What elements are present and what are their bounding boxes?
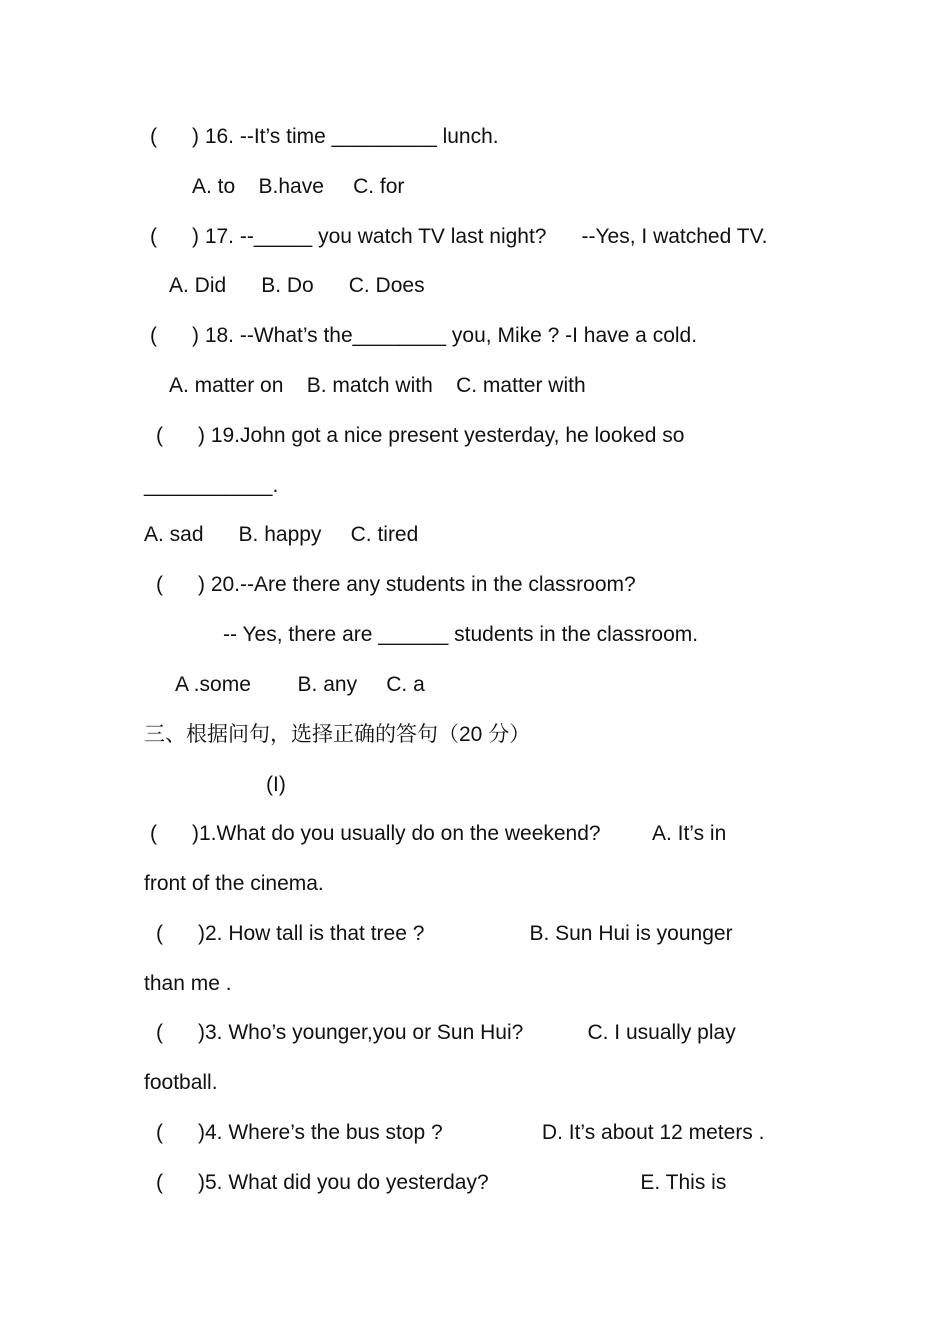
question-19-blank: ___________. xyxy=(144,474,279,497)
question-19: ( ) 19.John got a nice present yesterday, he looked so xyxy=(156,424,685,447)
part-one-label: (I) xyxy=(266,773,286,796)
match-question-4: ( )4. Where’s the bus stop ? D. It’s about 12 meters . xyxy=(156,1121,765,1144)
match-question-2-cont: than me . xyxy=(144,972,232,995)
options-20: A .some B. any C. a xyxy=(175,673,425,696)
match-question-2: ( )2. How tall is that tree ? B. Sun Hui is younger xyxy=(156,922,733,945)
question-17: ( ) 17. --_____ you watch TV last night? --Yes, I watched TV. xyxy=(150,225,768,248)
options-17: A. Did B. Do C. Does xyxy=(169,274,425,297)
match-question-1: ( )1.What do you usually do on the weekend? A. It’s in xyxy=(150,822,727,845)
match-question-3-cont: football. xyxy=(144,1071,218,1094)
question-16: ( ) 16. --It’s time _________ lunch. xyxy=(150,125,499,148)
question-18: ( ) 18. --What’s the________ you, Mike ? -I have a cold. xyxy=(150,324,698,347)
options-18: A. matter on B. match with C. matter with xyxy=(169,374,586,397)
options-19: A. sad B. happy C. tired xyxy=(144,523,419,546)
options-16: A. to B.have C. for xyxy=(192,175,405,198)
question-20: ( ) 20.--Are there any students in the classroom? xyxy=(156,573,636,596)
match-question-3: ( )3. Who’s younger,you or Sun Hui? C. I usually play xyxy=(156,1021,736,1044)
question-20-answer: -- Yes, there are ______ students in the classroom. xyxy=(223,623,699,646)
match-question-1-cont: front of the cinema. xyxy=(144,872,324,895)
match-question-5: ( )5. What did you do yesterday? E. This is xyxy=(156,1171,727,1194)
section-three-heading: 三、根据问句，选择正确的答句（20 分） xyxy=(144,723,531,746)
